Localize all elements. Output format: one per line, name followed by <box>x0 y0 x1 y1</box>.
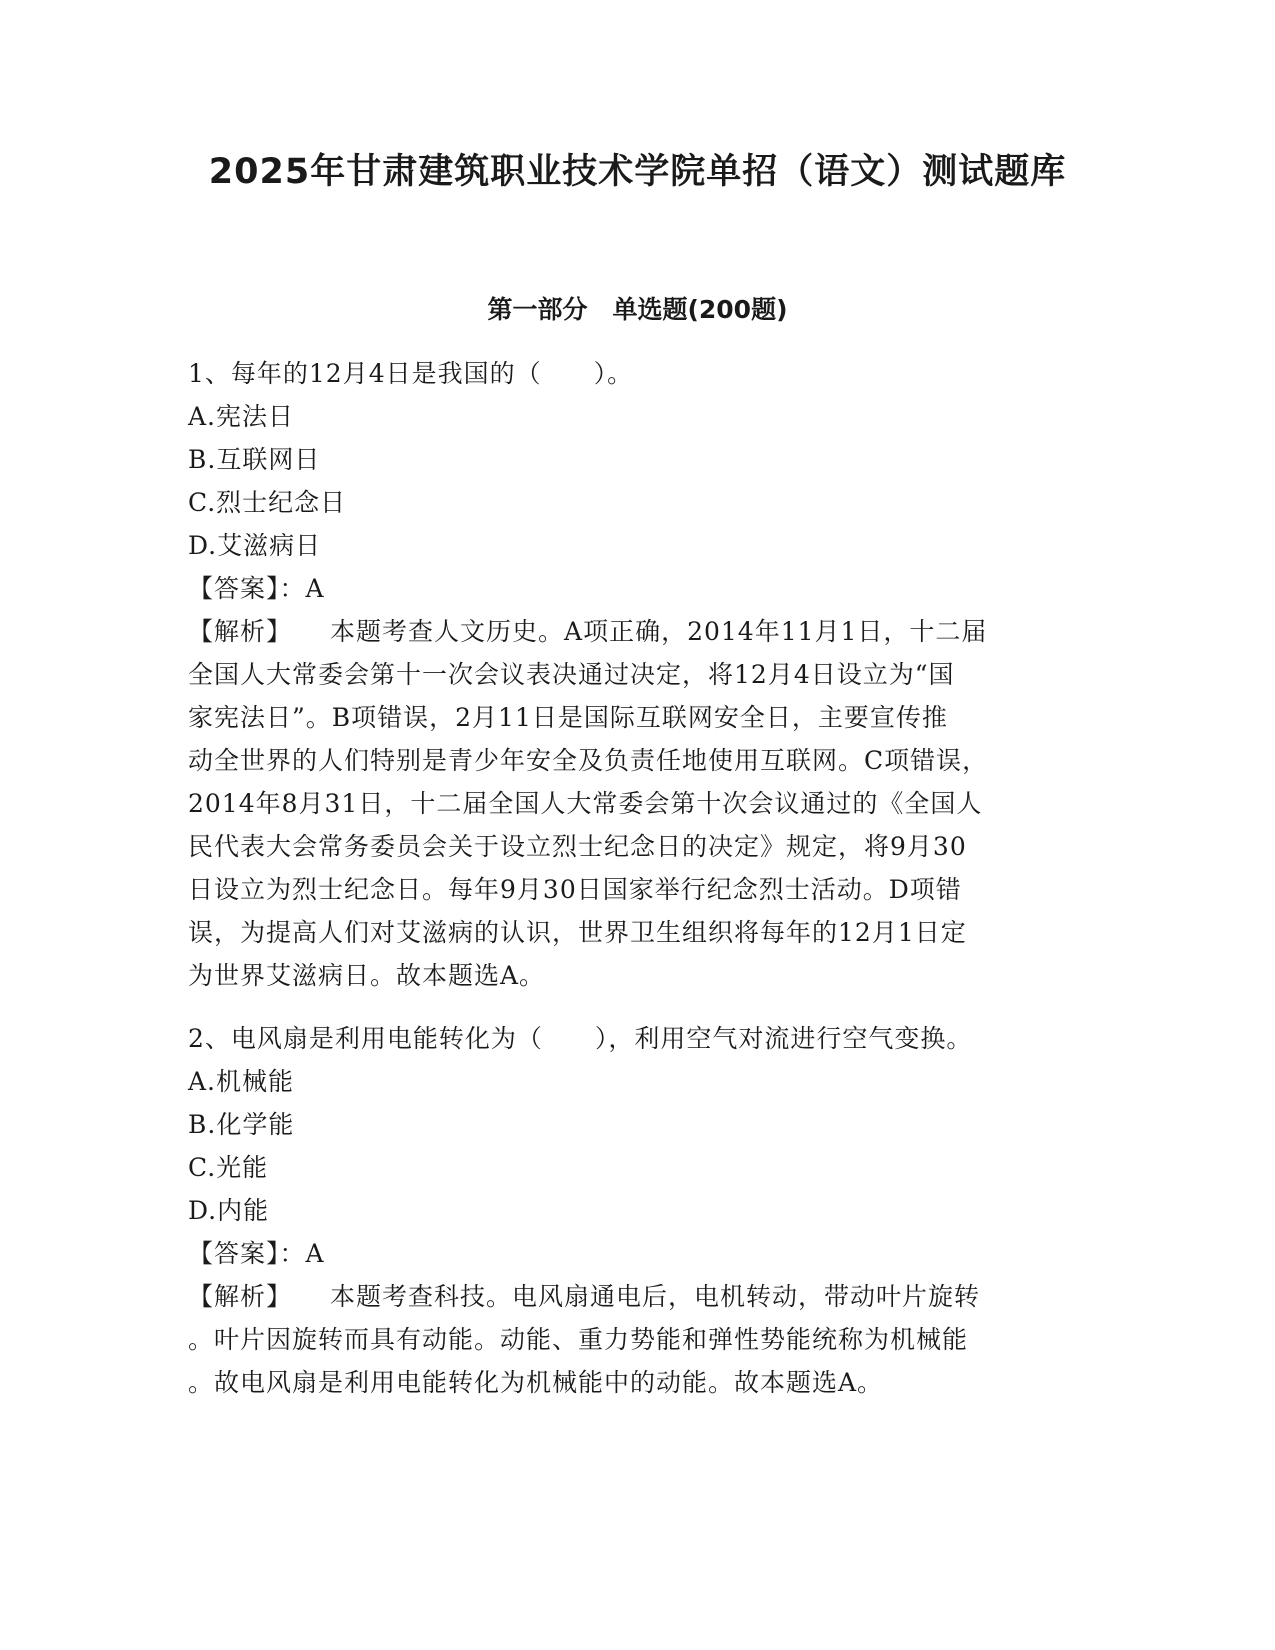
explanation-line: 为世界艾滋病日。故本题选A。 <box>188 961 546 990</box>
explanation-text: 本题考查科技。电风扇通电后，电机转动，带动叶片旋转 <box>330 1282 981 1311</box>
option-c: C.光能 <box>188 1153 269 1182</box>
answer-value: A <box>305 1239 325 1268</box>
option-d: D.艾滋病日 <box>188 531 322 560</box>
explanation-line: 日设立为烈士纪念日。每年9月30日国家举行纪念烈士活动。D项错 <box>188 875 962 904</box>
option-b: B.化学能 <box>188 1110 295 1139</box>
explanation-line: 误，为提高人们对艾滋病的认识，世界卫生组织将每年的12月1日定 <box>188 918 967 947</box>
question-stem: 1、每年的12月4日是我国的（ ）。 <box>188 359 634 388</box>
answer-line <box>188 1232 1088 1275</box>
option-c: C.烈士纪念日 <box>188 488 347 517</box>
question-list <box>188 352 1088 1424</box>
explanation-label: 【解析】 <box>188 617 293 646</box>
question-2 <box>188 1017 1088 1404</box>
explanation-line: 。叶片因旋转而具有动能。动能、重力势能和弹性势能统称为机械能 <box>188 1325 969 1354</box>
answer-value: A <box>305 574 325 603</box>
option-a: A.机械能 <box>188 1067 295 1096</box>
option-a: A.宪法日 <box>188 402 295 431</box>
explanation-line: 。故电风扇是利用电能转化为机械能中的动能。故本题选A。 <box>188 1368 884 1397</box>
document-title: 2025年甘肃建筑职业技术学院单招（语文）测试题库 <box>208 152 1067 192</box>
answer-line <box>188 567 1088 610</box>
explanation-line: 2014年8月31日，十二届全国人大常委会第十次会议通过的《全国人 <box>188 789 983 818</box>
explanation-line: 家宪法日”。B项错误，2月11日是国际互联网安全日，主要宣传推 <box>188 703 948 732</box>
explanation-label: 【解析】 <box>188 1282 293 1311</box>
explanation-line <box>188 610 1088 653</box>
option-d: D.内能 <box>188 1196 270 1225</box>
explanation-line: 民代表大会常务委员会关于设立烈士纪念日的决定》规定，将9月30 <box>188 832 967 861</box>
section-title: 第一部分 单选题(200题) <box>487 295 788 324</box>
explanation-text: 本题考查人文历史。A项正确，2014年11月1日，十二届 <box>330 617 988 646</box>
explanation-line <box>188 1275 1088 1318</box>
question-1 <box>188 352 1088 997</box>
answer-label: 【答案】： <box>188 1239 306 1268</box>
option-b: B.互联网日 <box>188 445 321 474</box>
explanation-line: 全国人大常委会第十一次会议表决通过决定，将12月4日设立为“国 <box>188 660 955 689</box>
question-stem: 2、电风扇是利用电能转化为（ ），利用空气对流进行空气变换。 <box>188 1024 973 1053</box>
explanation-line: 动全世界的人们特别是青少年安全及负责任地使用互联网。C项错误， <box>188 746 989 775</box>
answer-label: 【答案】： <box>188 574 306 603</box>
